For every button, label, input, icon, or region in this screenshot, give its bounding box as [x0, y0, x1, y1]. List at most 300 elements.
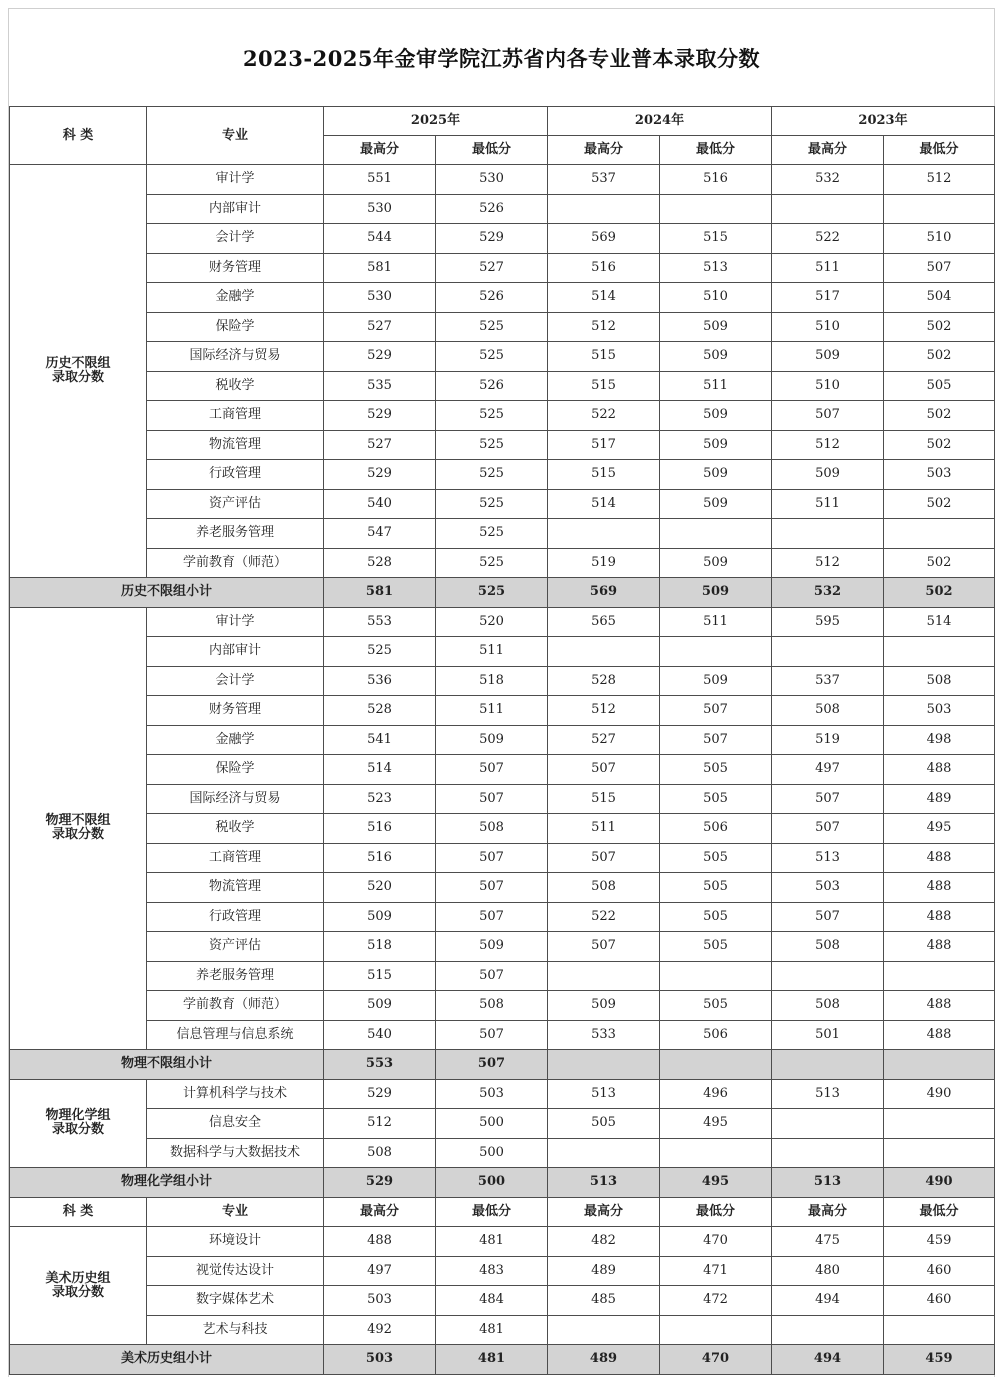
table-row: [10, 401, 995, 431]
major-name: 审计学: [147, 607, 324, 637]
max-score: 515: [548, 784, 660, 814]
min-score: 510: [660, 283, 772, 313]
min-score: 515: [660, 224, 772, 254]
max-score: 551: [324, 165, 436, 195]
min-score: 498: [884, 725, 995, 755]
subtotal-max-score: 513: [772, 1168, 884, 1198]
max-score: 514: [324, 755, 436, 785]
min-score: 496: [660, 1079, 772, 1109]
subtotal-min-score: 525: [436, 578, 548, 608]
max-score: 513: [772, 843, 884, 873]
min-score: 472: [660, 1286, 772, 1316]
min-score: [884, 637, 995, 667]
max-score: 537: [772, 666, 884, 696]
min-score: 506: [660, 1020, 772, 1050]
max-score: 595: [772, 607, 884, 637]
header-year: 2025年: [324, 107, 548, 136]
max-score: 541: [324, 725, 436, 755]
major-name: 财务管理: [147, 696, 324, 726]
min-score: 488: [884, 755, 995, 785]
max-score: 488: [324, 1227, 436, 1257]
min-score: 488: [884, 902, 995, 932]
max-score: 509: [772, 342, 884, 372]
min-score: 525: [436, 460, 548, 490]
max-score: 528: [548, 666, 660, 696]
table-row: [10, 460, 995, 490]
table-row: [10, 666, 995, 696]
min-score: 525: [436, 342, 548, 372]
max-score: 537: [548, 165, 660, 195]
table-row: [10, 755, 995, 785]
max-score: 522: [548, 401, 660, 431]
header-year: 2023年: [772, 107, 995, 136]
subtotal-max-score: [772, 1050, 884, 1080]
max-score: [548, 1315, 660, 1345]
min-score: 525: [436, 489, 548, 519]
min-score: 483: [436, 1256, 548, 1286]
min-score: 526: [436, 194, 548, 224]
subtotal-min-score: [660, 1050, 772, 1080]
min-score: [884, 519, 995, 549]
header-category: 科 类: [10, 107, 147, 165]
max-score: 512: [772, 548, 884, 578]
min-score: 495: [884, 814, 995, 844]
major-name: 内部审计: [147, 637, 324, 667]
table-row: [10, 548, 995, 578]
min-score: 505: [660, 784, 772, 814]
max-score: 519: [772, 725, 884, 755]
score-table: [9, 106, 995, 1375]
table-row: [10, 1079, 995, 1109]
subtotal-label: 物理不限组小计: [10, 1050, 324, 1080]
max-score: 544: [324, 224, 436, 254]
header-row-years: [10, 107, 995, 136]
min-score: [884, 1109, 995, 1139]
major-name: 金融学: [147, 725, 324, 755]
table-row: [10, 637, 995, 667]
group-category-line: 历史不限组: [45, 356, 111, 371]
min-score: 509: [660, 489, 772, 519]
max-score: 510: [772, 312, 884, 342]
header-max-score: 最高分: [324, 136, 436, 165]
max-score: 507: [772, 902, 884, 932]
table-row: [10, 991, 995, 1021]
min-score: 503: [436, 1079, 548, 1109]
max-score: 507: [548, 932, 660, 962]
major-name: 环境设计: [147, 1227, 324, 1257]
max-score: 480: [772, 1256, 884, 1286]
min-score: 507: [884, 253, 995, 283]
min-score: 502: [884, 489, 995, 519]
group-category-line: 物理不限组: [45, 813, 111, 829]
table-row: [10, 961, 995, 991]
max-score: 522: [772, 224, 884, 254]
min-score: 511: [436, 637, 548, 667]
max-score: 505: [548, 1109, 660, 1139]
major-name: 信息管理与信息系统: [147, 1020, 324, 1050]
max-score: 565: [548, 607, 660, 637]
group-category-line: 美术历史组: [45, 1270, 111, 1286]
group-category-line: 录取分数: [51, 1284, 104, 1300]
min-score: 525: [436, 548, 548, 578]
max-score: [772, 961, 884, 991]
min-score: 488: [884, 991, 995, 1021]
header-min-score: 最低分: [884, 136, 995, 165]
header-max-score: 最高分: [772, 1197, 884, 1227]
major-name: 保险学: [147, 312, 324, 342]
max-score: 527: [324, 312, 436, 342]
min-score: 460: [884, 1256, 995, 1286]
min-score: 502: [884, 548, 995, 578]
max-score: [772, 1138, 884, 1168]
table-row: [10, 165, 995, 195]
table-row: [10, 607, 995, 637]
subtotal-max-score: 532: [772, 578, 884, 608]
min-score: 526: [436, 283, 548, 313]
subtotal-min-score: 490: [884, 1168, 995, 1198]
max-score: 507: [772, 784, 884, 814]
min-score: 525: [436, 312, 548, 342]
subtotal-label: 美术历史组小计: [10, 1345, 324, 1375]
header-min-score: 最低分: [660, 1197, 772, 1227]
min-score: 527: [436, 253, 548, 283]
group-category-line: 录取分数: [51, 827, 104, 843]
subtotal-max-score: 494: [772, 1345, 884, 1375]
max-score: 581: [324, 253, 436, 283]
min-score: 508: [436, 991, 548, 1021]
table-row: [10, 489, 995, 519]
max-score: 527: [324, 430, 436, 460]
subtotal-min-score: 481: [436, 1345, 548, 1375]
max-score: 508: [772, 932, 884, 962]
max-score: 547: [324, 519, 436, 549]
min-score: 512: [884, 165, 995, 195]
min-score: 520: [436, 607, 548, 637]
max-score: 497: [772, 755, 884, 785]
major-name: 信息安全: [147, 1109, 324, 1139]
max-score: [548, 194, 660, 224]
min-score: [660, 519, 772, 549]
major-name: 税收学: [147, 371, 324, 401]
min-score: 481: [436, 1315, 548, 1345]
min-score: 500: [436, 1109, 548, 1139]
major-name: 资产评估: [147, 932, 324, 962]
score-table-body: [10, 107, 995, 1375]
min-score: [660, 1315, 772, 1345]
min-score: [660, 637, 772, 667]
max-score: 507: [772, 814, 884, 844]
max-score: 508: [772, 696, 884, 726]
max-score: 529: [324, 460, 436, 490]
min-score: 518: [436, 666, 548, 696]
table-row: [10, 519, 995, 549]
subtotal-max-score: 569: [548, 578, 660, 608]
max-score: 515: [324, 961, 436, 991]
major-name: 行政管理: [147, 902, 324, 932]
group-category-line: 物理化学组: [45, 1108, 111, 1124]
max-score: 533: [548, 1020, 660, 1050]
min-score: 509: [660, 401, 772, 431]
group-category: [10, 1227, 147, 1345]
major-name: 资产评估: [147, 489, 324, 519]
subtotal-max-score: [548, 1050, 660, 1080]
min-score: 507: [436, 843, 548, 873]
max-score: 509: [548, 991, 660, 1021]
table-row: [10, 725, 995, 755]
min-score: 505: [660, 902, 772, 932]
max-score: [772, 1315, 884, 1345]
min-score: [884, 1138, 995, 1168]
min-score: 507: [436, 902, 548, 932]
max-score: 530: [324, 194, 436, 224]
max-score: 517: [772, 283, 884, 313]
max-score: 540: [324, 489, 436, 519]
max-score: 512: [772, 430, 884, 460]
max-score: 494: [772, 1286, 884, 1316]
min-score: 509: [660, 342, 772, 372]
subtotal-row: [10, 578, 995, 608]
min-score: 507: [436, 873, 548, 903]
header-max-score: 最高分: [548, 136, 660, 165]
major-name: 会计学: [147, 224, 324, 254]
max-score: 501: [772, 1020, 884, 1050]
min-score: 505: [660, 843, 772, 873]
header-min-score: 最低分: [660, 136, 772, 165]
max-score: 522: [548, 902, 660, 932]
min-score: 509: [660, 460, 772, 490]
min-score: 471: [660, 1256, 772, 1286]
min-score: 507: [436, 755, 548, 785]
table-row: [10, 902, 995, 932]
max-score: 492: [324, 1315, 436, 1345]
min-score: [884, 194, 995, 224]
table-row: [10, 194, 995, 224]
group-category-line: 录取分数: [51, 370, 104, 385]
max-score: [772, 519, 884, 549]
major-name: 物流管理: [147, 873, 324, 903]
subtotal-max-score: 529: [324, 1168, 436, 1198]
max-score: 519: [548, 548, 660, 578]
table-row: [10, 1315, 995, 1345]
major-name: 工商管理: [147, 843, 324, 873]
max-score: 512: [324, 1109, 436, 1139]
table-row: [10, 1256, 995, 1286]
min-score: 507: [436, 784, 548, 814]
group-category-line: 录取分数: [51, 1122, 104, 1138]
major-name: 国际经济与贸易: [147, 784, 324, 814]
min-score: 502: [884, 342, 995, 372]
header-max-score: 最高分: [324, 1197, 436, 1227]
min-score: 525: [436, 401, 548, 431]
min-score: 516: [660, 165, 772, 195]
max-score: 512: [548, 696, 660, 726]
min-score: 488: [884, 873, 995, 903]
subtotal-min-score: 495: [660, 1168, 772, 1198]
header-major: 专业: [147, 1197, 324, 1227]
max-score: 532: [772, 165, 884, 195]
table-row: [10, 814, 995, 844]
table-row: [10, 1227, 995, 1257]
min-score: 484: [436, 1286, 548, 1316]
max-score: 528: [324, 548, 436, 578]
max-score: 527: [548, 725, 660, 755]
table-row: [10, 342, 995, 372]
max-score: 518: [324, 932, 436, 962]
subtotal-min-score: 470: [660, 1345, 772, 1375]
table-row: [10, 873, 995, 903]
table-row: [10, 371, 995, 401]
max-score: 513: [548, 1079, 660, 1109]
max-score: 507: [548, 755, 660, 785]
major-name: 数字媒体艺术: [147, 1286, 324, 1316]
min-score: 526: [436, 371, 548, 401]
max-score: 523: [324, 784, 436, 814]
min-score: 488: [884, 843, 995, 873]
min-score: 530: [436, 165, 548, 195]
header-min-score: 最低分: [436, 136, 548, 165]
max-score: 513: [772, 1079, 884, 1109]
min-score: 509: [436, 725, 548, 755]
min-score: 505: [660, 932, 772, 962]
min-score: 506: [660, 814, 772, 844]
subtotal-max-score: 513: [548, 1168, 660, 1198]
table-row: [10, 784, 995, 814]
min-score: [884, 1315, 995, 1345]
min-score: 511: [660, 607, 772, 637]
max-score: 509: [772, 460, 884, 490]
major-name: 养老服务管理: [147, 519, 324, 549]
min-score: 503: [884, 696, 995, 726]
min-score: 509: [660, 666, 772, 696]
major-name: 数据科学与大数据技术: [147, 1138, 324, 1168]
subtotal-min-score: [884, 1050, 995, 1080]
header-max-score: 最高分: [772, 136, 884, 165]
max-score: 475: [772, 1227, 884, 1257]
max-score: 509: [324, 902, 436, 932]
min-score: 509: [660, 430, 772, 460]
max-score: 515: [548, 460, 660, 490]
repeated-header-row: [10, 1197, 995, 1227]
min-score: 507: [436, 1020, 548, 1050]
min-score: 488: [884, 1020, 995, 1050]
max-score: 525: [324, 637, 436, 667]
max-score: 503: [772, 873, 884, 903]
min-score: 510: [884, 224, 995, 254]
major-name: 物流管理: [147, 430, 324, 460]
max-score: 489: [548, 1256, 660, 1286]
max-score: 509: [324, 991, 436, 1021]
max-score: 511: [772, 489, 884, 519]
min-score: 507: [436, 961, 548, 991]
subtotal-row: [10, 1345, 995, 1375]
table-row: [10, 312, 995, 342]
max-score: 511: [772, 253, 884, 283]
major-name: 内部审计: [147, 194, 324, 224]
min-score: 502: [884, 312, 995, 342]
min-score: 460: [884, 1286, 995, 1316]
max-score: 515: [548, 371, 660, 401]
min-score: 507: [660, 696, 772, 726]
min-score: [884, 961, 995, 991]
max-score: [772, 1109, 884, 1139]
min-score: 502: [884, 401, 995, 431]
table-row: [10, 1109, 995, 1139]
header-year: 2024年: [548, 107, 772, 136]
major-name: 税收学: [147, 814, 324, 844]
header-category: 科 类: [10, 1197, 147, 1227]
min-score: 505: [660, 991, 772, 1021]
max-score: 553: [324, 607, 436, 637]
min-score: 508: [884, 666, 995, 696]
min-score: [660, 1138, 772, 1168]
min-score: 511: [660, 371, 772, 401]
table-row: [10, 696, 995, 726]
max-score: 497: [324, 1256, 436, 1286]
max-score: 485: [548, 1286, 660, 1316]
max-score: 503: [324, 1286, 436, 1316]
major-name: 工商管理: [147, 401, 324, 431]
max-score: [772, 637, 884, 667]
min-score: 507: [660, 725, 772, 755]
table-row: [10, 1286, 995, 1316]
min-score: 495: [660, 1109, 772, 1139]
max-score: 520: [324, 873, 436, 903]
major-name: 计算机科学与技术: [147, 1079, 324, 1109]
header-min-score: 最低分: [884, 1197, 995, 1227]
subtotal-row: [10, 1050, 995, 1080]
major-name: 国际经济与贸易: [147, 342, 324, 372]
max-score: 529: [324, 401, 436, 431]
max-score: 535: [324, 371, 436, 401]
table-row: [10, 430, 995, 460]
subtotal-label: 历史不限组小计: [10, 578, 324, 608]
max-score: 512: [548, 312, 660, 342]
subtotal-min-score: 502: [884, 578, 995, 608]
subtotal-min-score: 507: [436, 1050, 548, 1080]
min-score: 481: [436, 1227, 548, 1257]
subtotal-label: 物理化学组小计: [10, 1168, 324, 1198]
max-score: 569: [548, 224, 660, 254]
table-row: [10, 1020, 995, 1050]
max-score: 536: [324, 666, 436, 696]
min-score: 525: [436, 519, 548, 549]
max-score: 528: [324, 696, 436, 726]
min-score: 505: [660, 873, 772, 903]
min-score: 513: [660, 253, 772, 283]
subtotal-max-score: 553: [324, 1050, 436, 1080]
max-score: 514: [548, 283, 660, 313]
max-score: 530: [324, 283, 436, 313]
min-score: 505: [660, 755, 772, 785]
table-row: [10, 253, 995, 283]
max-score: 507: [772, 401, 884, 431]
min-score: 514: [884, 607, 995, 637]
major-name: 审计学: [147, 165, 324, 195]
header-max-score: 最高分: [548, 1197, 660, 1227]
max-score: [548, 637, 660, 667]
major-name: 财务管理: [147, 253, 324, 283]
max-score: 508: [548, 873, 660, 903]
min-score: [660, 961, 772, 991]
min-score: 488: [884, 932, 995, 962]
subtotal-row: [10, 1168, 995, 1198]
max-score: 516: [324, 814, 436, 844]
max-score: [548, 519, 660, 549]
min-score: 490: [884, 1079, 995, 1109]
max-score: 514: [548, 489, 660, 519]
table-row: [10, 1138, 995, 1168]
min-score: 509: [660, 312, 772, 342]
